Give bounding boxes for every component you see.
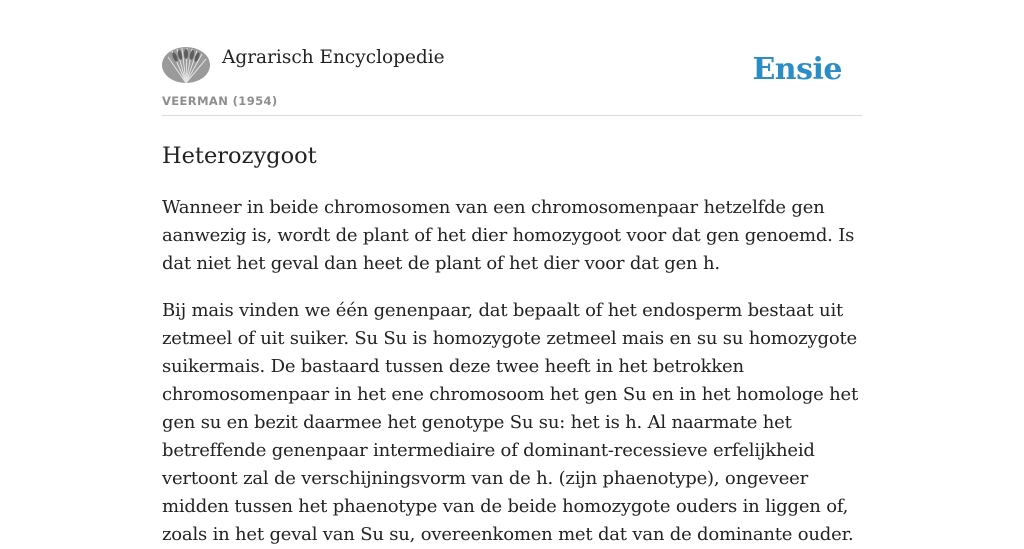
page <box>162 0 862 549</box>
article-paragraph: Bij mais vinden we één genenpaar, dat bepaalt of het endosperm bestaat uit zetmeel of uit suiker. Su Su is homozygote zetmeel mais en su su homozygote suikermais. De bastaard tussen deze twee heeft in het betrokken chromosomenpaar in het ene chromosoom het gen Su en in het homologe het gen su en bezit daarmee het genotype Su su: het is h. Al naarmate het betreffende genenpaar intermediaire of dominant-recessieve erfelijkheid vertoont zal de verschijningsvorm van de h. (zijn phaenotype), ongeveer midden tussen het phaenotype van de beide homozygote ouders in liggen of, zoals in het geval van Su su, overeenkomen met dat van de dominante ouder. <box>162 300 859 545</box>
source-meta: VEERMAN (1954) <box>162 94 278 108</box>
source-header <box>162 46 862 116</box>
article-paragraph: Wanneer in beide chromosomen van een chromosomenpaar hetzelfde gen aanwezig is, wordt de plant of het dier homozygoot voor dat gen genoemd. Is dat niet het geval dan heet de plant of het dier voor dat gen h. <box>162 197 855 274</box>
brand-logo[interactable]: Ensie <box>752 52 842 87</box>
article-title: Heterozygoot <box>162 143 317 169</box>
wheat-sheaf-icon[interactable] <box>162 47 210 83</box>
source-title[interactable]: Agrarisch Encyclopedie <box>222 47 445 68</box>
